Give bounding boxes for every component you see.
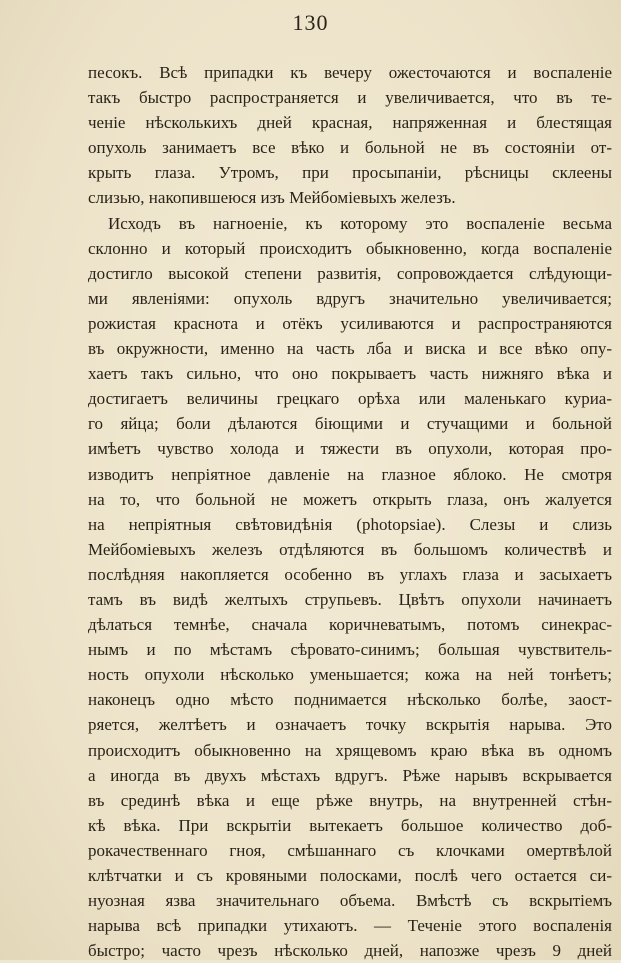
text-line: нымъ и по мѣстамъ сѣровато-синимъ; большая чувствитель- <box>88 640 612 660</box>
text-line: изводитъ непріятное давленіе на глазное яблоко. Не смотря <box>88 464 612 484</box>
text-line: Мейбоміевыхъ железъ отдѣляются въ большомъ количествѣ и <box>88 539 612 559</box>
text-line: на непріятныя свѣтовидѣнія (photopsiae). Слезы и слизь <box>88 514 612 534</box>
text-line: такъ быстро распространяется и увеличивается, что въ те- <box>88 88 612 108</box>
text-line: склонно и который происходитъ обыкновенно, когда воспаленіе <box>88 238 612 258</box>
text-line: въ окружности, именно на часть лба и виска и все вѣко опу- <box>88 339 612 359</box>
text-line: имѣетъ чувство холода и тяжести въ опухоли, которая про- <box>88 439 612 459</box>
text-line: крыть глаза. Утромъ, при просыпаніи, рѣсницы склеены <box>88 163 612 183</box>
text-line: кѣ вѣка. При вскрытіи вытекаетъ большое количество доб- <box>88 815 612 835</box>
text-line: происходитъ обыкновенно на хрящевомъ краю вѣка въ одномъ <box>88 740 612 760</box>
page-number: 130 <box>292 10 329 35</box>
text-line: нарыва всѣ припадки утихаютъ. — Теченіе этого воспаленія <box>88 916 612 936</box>
text-line: опухоль занимаетъ все вѣко и больной не въ состояніи от- <box>88 138 612 158</box>
text-line: на то, что больной не можетъ открыть глаза, онъ жалуется <box>88 489 612 509</box>
body-text <box>88 60 612 963</box>
text-line: Исходъ въ нагноеніе, къ которому это воспаленіе весьма <box>108 213 612 233</box>
text-line: го яйца; боли дѣлаются біющими и стучащими и больной <box>88 414 612 434</box>
text-line: ряется, желтѣетъ и означаетъ точку вскрытія нарыва. Это <box>88 715 612 735</box>
text-line: дѣлаться темнѣе, сначала коричневатымъ, потомъ синекрас- <box>88 615 612 635</box>
text-line: клѣтчатки и съ кровяными полосками, послѣ чего остается си- <box>88 866 612 885</box>
text-line: песокъ. Всѣ припадки къ вечеру ожесточаются и воспаленіе <box>88 63 612 82</box>
text-line: достигло высокой степени развитія, сопровождается слѣдующи- <box>88 263 612 283</box>
text-line: рожистая краснота и отёкъ усиливаются и распространяются <box>88 313 612 333</box>
text-line: ми явленіями: опухоль вдругъ значительно увеличивается; <box>88 288 612 308</box>
text-line: послѣдняя накопляется особенно въ углахъ глаза и засыхаетъ <box>88 564 612 584</box>
text-line: слизью, накопившеюся изъ Мейбоміевыхъ железъ. <box>88 188 456 208</box>
text-line: наконецъ одно мѣсто поднимается нѣсколько болѣе, заост- <box>88 690 612 710</box>
text-line: тамъ въ видѣ желтыхъ струпьевъ. Цвѣтъ опухоли начинаетъ <box>88 589 612 609</box>
text-line: быстро; часто чрезъ нѣсколько дней, напозже чрезъ 9 дней <box>88 941 612 961</box>
text-line: хаетъ такъ сильно, что оно покрываетъ часть нижняго вѣка и <box>88 364 612 384</box>
text-line: достигаетъ величины грецкаго орѣха или маленькаго куриа- <box>88 389 612 409</box>
text-line: ченіе нѣсколькихъ дней красная, напряженная и блестящая <box>88 113 612 133</box>
text-line: въ срединѣ вѣка и еще рѣже внутрь, на внутренней стѣн- <box>88 790 612 810</box>
text-line: нуозная язва значительнаго объема. Вмѣстѣ съ вскрытіемъ <box>88 891 612 911</box>
text-line: ность опухоли нѣсколько уменьшается; кожа на ней тонѣетъ; <box>88 665 612 685</box>
text-line: рокачественнаго гноя, смѣшаннаго съ клочками омертвѣлой <box>88 840 612 860</box>
text-line: а иногда въ двухъ мѣстахъ вдругъ. Рѣже нарывъ вскрывается <box>88 765 612 785</box>
